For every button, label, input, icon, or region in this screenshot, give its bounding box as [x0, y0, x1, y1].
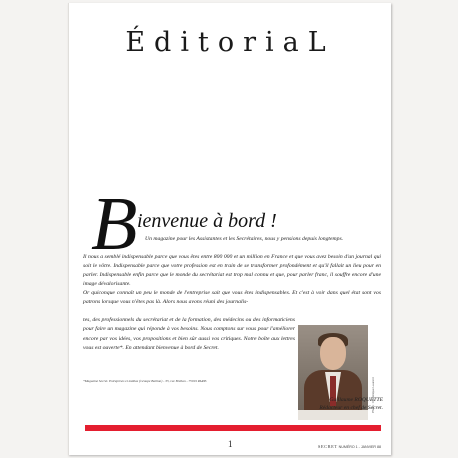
signature-name: Guillaume ROQUETTE: [329, 397, 383, 403]
lead-paragraph: Un magazine pour les Assistantes et les Secrétaires, nous y pensions depuis longtemps.: [145, 236, 344, 242]
body-paragraph: Il nous a semblé indispensable parce que vous êtes entre 800 000 et un million en France et que vous avez besoin d'un journal qui soit le vôtre. Indispensable parce que votre profession est en train de se transformer profondément et qu'il fallait un lieu pour en parler. Indispensable enfin parce que le monde du secrétariat est trop mal connu et que, pour parler franc, il souffre encore d'une image dévalorisante.: [83, 254, 381, 288]
body-text-full-width: [83, 253, 381, 308]
drop-cap: B: [91, 182, 138, 266]
body-paragraph: Or quiconque connaît un peu le monde de l'entreprise sait que vous êtes indispensables. Et c'est à voir dans quel état sont vos patrons lorsque vous n'êtes pas là. Alors nous avons réuni des journalis-: [83, 290, 381, 306]
signature-role: Rédacteur en chef de Secret.: [319, 404, 383, 411]
photo-credit: Photo : Dominique Laurent: [371, 377, 375, 413]
page-title: ÉditoriaL: [125, 27, 335, 58]
signature: [229, 397, 383, 412]
red-divider: [85, 425, 381, 431]
page-number: 1: [228, 439, 233, 449]
footnote: *Magazine Secret. Entreprises et médias (Groupe Bailiun) - 33, rue Bréban - 75019 PARIS: [83, 379, 207, 383]
magazine-page: [68, 3, 391, 455]
footer-info: [318, 444, 381, 449]
headline: ienvenue à bord !: [137, 210, 277, 232]
body-text-narrow: tes, des professionnels du secrétariat et de la formation, des médecins ou des informaticiens pour faire un magazine qui réponde à vos besoins. Nous comptons sur vous pour l'améliorer encore par vos idées, vos propositions et bien sûr aussi vos critiques. Notre boîte aux lettres vous est ouverte*. En attendant bienvenue à bord de Secret.: [83, 317, 295, 351]
footer-brand: SECRET: [317, 444, 338, 449]
footer-issue: NUMÉRO 1 - JANVIER 88: [338, 445, 381, 449]
